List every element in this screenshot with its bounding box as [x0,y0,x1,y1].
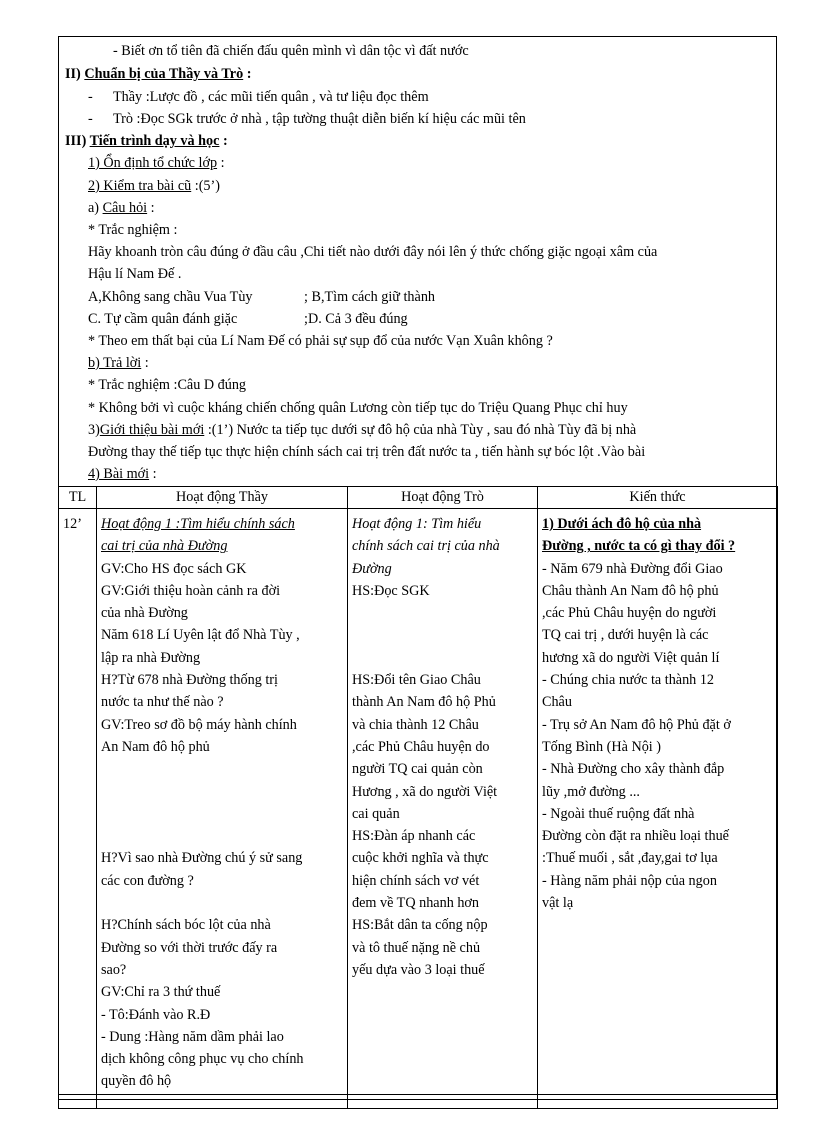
list-item: TQ cai trị , dưới huyện là các [542,627,709,644]
list-item: Đường còn đặt ra nhiều loại thuế [542,828,729,845]
list-item: và tô thuế nặng nề chủ [352,939,481,956]
list-item: ,các Phủ Châu huyện do người [542,605,717,622]
list-item: H?Vì sao nhà Đường chú ý sử sang [101,850,303,867]
list-item: - Chúng chia nước ta thành 12 [542,672,715,689]
list-item: H?Chính sách bóc lột của nhà [101,917,271,934]
question-suffix: : [147,200,155,216]
step-4-suffix: : [149,466,157,482]
list-item: - Năm 679 nhà Đường đổi Giao [542,560,723,577]
mcq-label: * Trắc nghiệm : [88,222,178,238]
list-item: - Ngoài thuế ruộng đất nhà [542,805,695,822]
section-3-heading [65,132,228,151]
list-item [101,758,343,780]
step-3-label: Giới thiệu bài mới [99,422,205,438]
list-item: :Thuế muối , sắt ,đay,gai tơ lụa [542,850,718,867]
step-4 [88,465,157,484]
list-item: của nhà Đường [101,605,188,622]
step-2-label: 2) Kiểm tra bài cũ [88,178,192,194]
list-item: HS:Đọc SGK [352,582,430,599]
section-2-colon: : [243,66,252,82]
gratitude-line: - Biết ơn tổ tiên đã chiến đấu quên mình vì dân tộc vì đất nước [113,43,469,59]
list-item: H?Từ 678 nhà Đường thống trị [101,672,278,689]
mcq-answer: * Trắc nghiệm :Câu D đúng [88,377,247,393]
time-cell: 12’ [59,509,97,1109]
list-item: người TQ cai quản còn [352,761,483,778]
list-item: ,các Phủ Châu huyện do [352,738,490,755]
section-2-heading [65,65,251,84]
list-item: 1) Dưới ách đô hộ của nhà [542,516,702,532]
section-3-number: III) [65,133,87,149]
list-item: GV:Giới thiệu hoàn cảnh ra đời [101,582,281,599]
list-item: Hoạt động 1: Tìm hiểu [352,516,482,532]
list-item: lũy ,mở đường ... [542,783,640,800]
essay-answer: * Không bởi vì cuộc kháng chiến chống quân Lương còn tiếp tục do Triệu Quang Phục chỉ huy [88,400,628,416]
section-2-title: Chuẩn bị của Thầy và Trò [84,66,244,82]
list-item [101,892,343,914]
step-2-suffix: :(5’) [191,178,220,194]
step-3-line-2: Đường thay thế tiếp tục thực hiện chính sách cai trị trên đất nước ta , tiến hành sự bóc lột .Vào bài [88,444,646,460]
question-label: Câu hỏi [102,200,148,216]
list-item: - Dung :Hàng năm dầm phải lao [101,1028,284,1045]
knowledge-lines [542,513,773,914]
option-a: A,Không sang chầu Vua Tùy [88,289,253,305]
question-heading [88,199,155,218]
list-item: Châu thành An Nam đô hộ phủ [542,582,719,599]
student-lines [352,513,533,981]
section-3-colon: : [219,133,228,149]
table-row [59,509,778,1109]
list-item [352,624,533,646]
answer-suffix: : [141,355,149,371]
step-1-suffix: : [217,155,225,171]
list-item: đem về TQ nhanh hơn [352,895,480,912]
step-2 [88,177,220,196]
step-3-line-1 [88,421,636,440]
option-d: ;D. Cả 3 đều đúng [304,311,408,327]
list-item [101,825,343,847]
mcq-question-2: Hậu lí Nam Đế . [88,266,182,282]
student-cell [348,509,538,1109]
knowledge-cell [538,509,778,1109]
list-item: - Nhà Đường cho xây thành đắp [542,761,725,778]
list-item: và chia thành 12 Châu [352,716,479,733]
teacher-prep: Thầy :Lược đồ , các mũi tiến quân , và tư liệu đọc thêm [113,89,429,105]
teacher-prep-dash: - [88,89,93,105]
list-item: - Tô:Đánh vào R.Đ [101,1006,211,1023]
list-item: Tống Bình (Hà Nội ) [542,738,662,755]
mcq-question-1: Hãy khoanh tròn câu đúng ở đầu câu ,Chi tiết nào dưới đây nói lên ý thức chống giặc ngoại xâm của [88,244,658,260]
student-prep: Trò :Đọc SGk trước ở nhà , tập tường thuật diễn biến kí hiệu các mũi tên [113,111,526,127]
list-item: quyền đô hộ [101,1073,172,1090]
step-4-label: 4) Bài mới [88,466,150,482]
option-b: ; B,Tìm cách giữ thành [304,289,436,305]
header-teacher: Hoạt động Thầy [97,487,348,509]
list-item: hiện chính sách vơ vét [352,872,480,889]
list-item: yếu dựa vào 3 loại thuế [352,961,485,978]
list-item: - Trụ sở An Nam đô hộ Phủ đặt ở [542,716,731,733]
list-item: chính sách cai trị của nhà [352,538,500,555]
answer-heading [88,354,149,373]
table-header-row [59,487,778,509]
list-item [101,781,343,803]
step-1-label: 1) Ổn định tổ chức lớp [88,155,218,171]
list-item: HS:Đổi tên Giao Châu [352,672,481,689]
list-item [352,602,533,624]
header-tl: TL [59,487,97,509]
list-item: GV:Chỉ ra 3 thứ thuế [101,984,221,1001]
list-item: thành An Nam đô hộ Phủ [352,694,496,711]
list-item: lập ra nhà Đường [101,649,201,666]
list-item: HS:Đàn áp nhanh các [352,828,476,845]
list-item: Đường , nước ta có gì thay đổi ? [542,538,736,555]
section-3-title: Tiến trình dạy và học [89,133,220,149]
list-item: Đường [352,560,392,577]
list-item: Năm 618 Lí Uyên lật đổ Nhà Tùy , [101,627,300,644]
list-item: dịch không công phục vụ cho chính [101,1051,304,1068]
list-item: vật lạ [542,895,574,912]
list-item: Hương , xã do người Việt [352,783,498,800]
list-item: - Hàng năm phải nộp của ngon [542,872,717,889]
list-item: Hoạt động 1 :Tìm hiểu chính sách [101,516,295,532]
step-3-prefix: 3) [88,422,100,438]
teacher-cell [97,509,348,1109]
list-item [101,803,343,825]
list-item: GV:Treo sơ đồ bộ máy hành chính [101,716,297,733]
list-item: nước ta như thế nào ? [101,694,224,711]
list-item: hương xã do người Việt quản lí [542,649,720,666]
header-knowledge: Kiến thức [538,487,778,509]
step-1 [88,154,225,173]
option-c: C. Tự cầm quân đánh giặc [88,311,238,327]
header-student: Hoạt động Trò [348,487,538,509]
list-item: cai quản [352,805,400,822]
list-item: An Nam đô hộ phủ [101,738,210,755]
list-item: cai trị của nhà Đường [101,538,228,555]
list-item: Đường so với thời trước đấy ra [101,939,278,956]
student-prep-dash: - [88,111,93,127]
essay-question: * Theo em thất bại của Lí Nam Đế có phải sự sụp đổ của nước Vạn Xuân không ? [88,333,553,349]
section-2-number: II) [65,66,81,82]
teacher-lines [101,513,343,1093]
list-item: cuộc khởi nghĩa và thực [352,850,489,867]
answer-label: b) Trả lời [88,355,142,371]
list-item: HS:Bắt dân ta cống nộp [352,917,488,934]
list-item: sao? [101,961,127,978]
lesson-table [58,486,778,1109]
list-item: GV:Cho HS đọc sách GK [101,560,247,577]
question-prefix: a) [88,200,103,216]
step-3-text-1: :(1’) Nước ta tiếp tục dưới sự đô hộ của nhà Tùy , sau đó nhà Tùy đã bị nhà [204,422,637,438]
list-item: Châu [542,694,572,711]
list-item: các con đường ? [101,872,194,889]
list-item [352,647,533,669]
